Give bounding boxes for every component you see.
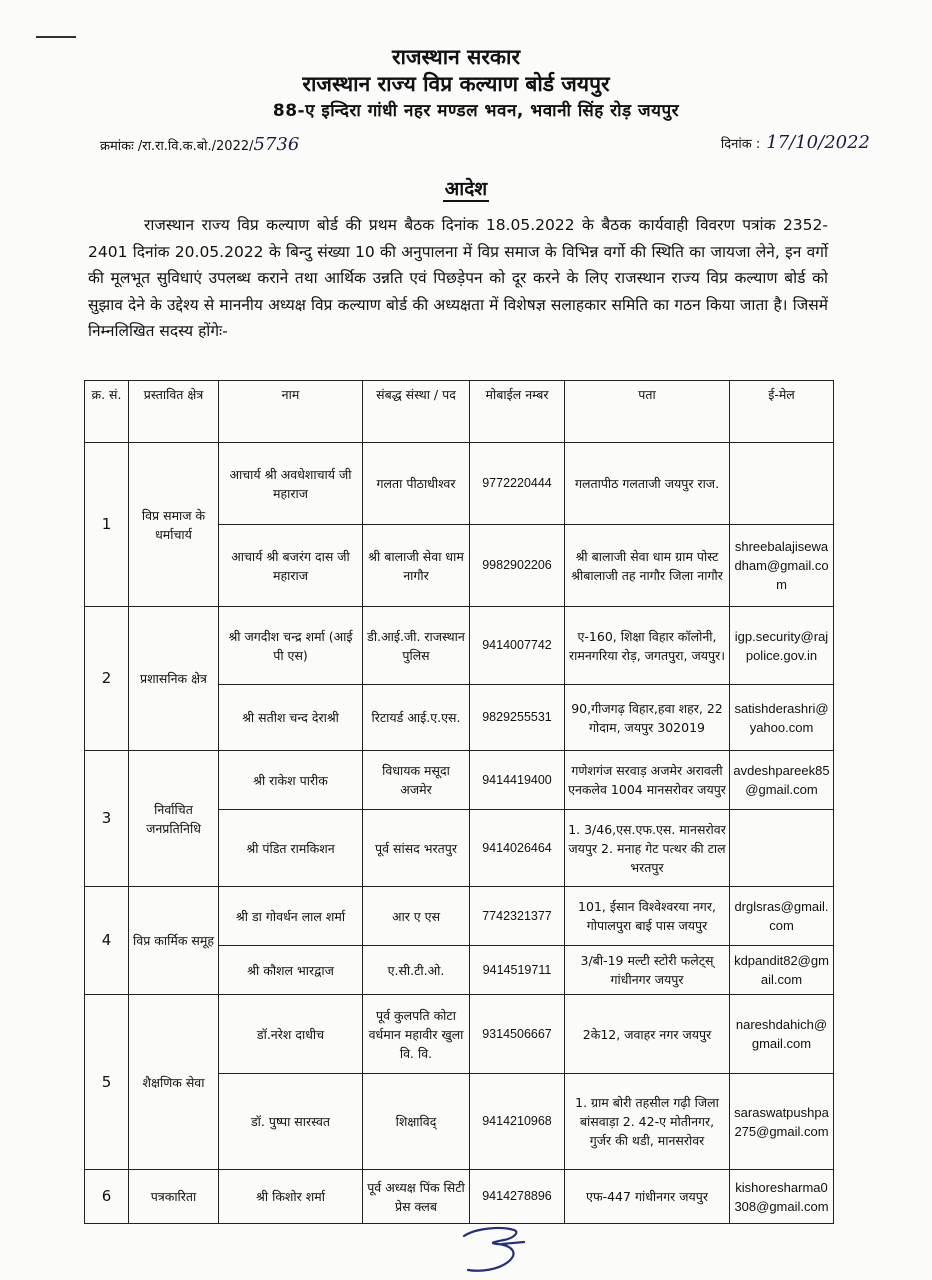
member-address: 2के12, जवाहर नगर जयपुर (565, 995, 730, 1074)
member-email: shreebalajisewadham@gmail.com (730, 525, 834, 607)
member-mobile: 9414419400 (470, 751, 565, 810)
member-mobile: 9414026464 (470, 810, 565, 887)
member-post: पूर्व सांसद भरतपुर (363, 810, 470, 887)
member-email: nareshdahich@gmail.com (730, 995, 834, 1074)
member-name: श्री सतीश चन्द देराश्री (219, 685, 363, 751)
member-address: गलतापीठ गलताजी जयपुर राज. (565, 443, 730, 525)
member-mobile: 9982902206 (470, 525, 565, 607)
row-area: विप्र कार्मिक समूह (129, 887, 219, 995)
date-value: 17/10/2022 (766, 132, 870, 153)
row-sno: 3 (85, 751, 129, 887)
table-row (85, 1170, 834, 1224)
committee-table (84, 380, 834, 1224)
member-email: igp.security@rajpolice.gov.in (730, 607, 834, 685)
header-sno: क्र. सं. (85, 381, 129, 443)
row-area: प्रशासनिक क्षेत्र (129, 607, 219, 751)
reference-handwritten-number: 5736 (253, 134, 300, 155)
reference-number (100, 134, 299, 155)
member-name: श्री डा गोवर्धन लाल शर्मा (219, 887, 363, 946)
member-post: श्री बालाजी सेवा धाम नागौर (363, 525, 470, 607)
row-area: निर्वाचित जनप्रतिनिधि (129, 751, 219, 887)
member-address: श्री बालाजी सेवा धाम ग्राम पोस्ट श्रीबालाजी तह नागौर जिला नागौर (565, 525, 730, 607)
member-name: श्री पंडित रामकिशन (219, 810, 363, 887)
member-name: श्री किशोर शर्मा (219, 1170, 363, 1224)
member-mobile: 7742321377 (470, 887, 565, 946)
member-email: avdeshpareek85@gmail.com (730, 751, 834, 810)
member-post: डी.आई.जी. राजस्थान पुलिस (363, 607, 470, 685)
member-name: डॉ.नरेश दाधीच (219, 995, 363, 1074)
margin-mark (36, 36, 76, 38)
order-title: आदेश (444, 178, 488, 200)
header-post: संबद्ध संस्था / पद (363, 381, 470, 443)
member-mobile: 9414278896 (470, 1170, 565, 1224)
member-name: आचार्य श्री बजरंग दास जी महाराज (219, 525, 363, 607)
member-address: 3/बी-19 मल्टी स्टोरी फलेट्स् गांधीनगर जयपुर (565, 946, 730, 995)
member-post: शिक्षाविद् (363, 1074, 470, 1170)
reference-label: क्रमांकः /रा.रा.वि.क.बो./2022/ (100, 139, 254, 154)
member-email (730, 810, 834, 887)
table-row (85, 887, 834, 946)
member-mobile: 9414210968 (470, 1074, 565, 1170)
letterhead-address: 88-ए इन्दिरा गांधी नहर मण्डल भवन, भवानी सिंह रोड़ जयपुर (272, 101, 680, 121)
member-mobile: 9829255531 (470, 685, 565, 751)
member-email: saraswatpushpa275@gmail.com (730, 1074, 834, 1170)
member-name: आचार्य श्री अवधेशाचार्य जी महाराज (219, 443, 363, 525)
table-row (85, 607, 834, 685)
member-post: आर ए एस (363, 887, 470, 946)
member-name: श्री कौशल भारद्वाज (219, 946, 363, 995)
member-address: 101, ईसान विश्वेश्वरया नगर, गोपालपुरा बाई पास जयपुर (565, 887, 730, 946)
row-sno: 5 (85, 995, 129, 1170)
member-name: श्री राकेश पारीक (219, 751, 363, 810)
member-mobile: 9414007742 (470, 607, 565, 685)
row-sno: 1 (85, 443, 129, 607)
member-name: श्री जगदीश चन्द्र शर्मा (आई पी एस) (219, 607, 363, 685)
member-email (730, 443, 834, 525)
header-mobile: मोबाईल नम्बर (470, 381, 565, 443)
header-name: नाम (219, 381, 363, 443)
row-sno: 4 (85, 887, 129, 995)
member-name: डॉ. पुष्पा सारस्वत (219, 1074, 363, 1170)
member-post: पूर्व अध्यक्ष पिंक सिटी प्रेस क्लब (363, 1170, 470, 1224)
member-mobile: 9414519711 (470, 946, 565, 995)
row-sno: 6 (85, 1170, 129, 1224)
table-row (85, 995, 834, 1074)
member-post: गलता पीठाधीश्वर (363, 443, 470, 525)
member-email: satishderashri@yahoo.com (730, 685, 834, 751)
row-area: पत्रकारिता (129, 1170, 219, 1224)
member-post: पूर्व कुलपति कोटा वर्धमान महावीर खुला वि. वि. (363, 995, 470, 1074)
letterhead-government: राजस्थान सरकार (391, 45, 521, 69)
member-mobile: 9772220444 (470, 443, 565, 525)
member-address: ए-160, शिक्षा विहार कॉलोनी, रामनगरिया रोड़, जगतपुरा, जयपुर। (565, 607, 730, 685)
table-header-row (85, 381, 834, 443)
table-row (85, 443, 834, 525)
row-area: शैक्षणिक सेवा (129, 995, 219, 1170)
letterhead (0, 44, 932, 124)
member-address: 1. ग्राम बोरी तहसील गढ़ी जिला बांसवाड़ा 2. 42-ए मोतीनगर, गुर्जर की थडी, मानसरोवर (565, 1074, 730, 1170)
row-sno: 2 (85, 607, 129, 751)
member-address: 1. 3/46,एस.एफ.एस. मानसरोवर जयपुर 2. मनाह गेट पत्थर की टाल भरतपुर (565, 810, 730, 887)
row-area: विप्र समाज के धर्माचार्य (129, 443, 219, 607)
member-address: 90,गीजगढ़ विहार,हवा शहर, 22 गोदाम, जयपुर 302019 (565, 685, 730, 751)
member-mobile: 9314506667 (470, 995, 565, 1074)
header-address: पता (565, 381, 730, 443)
reference-row (100, 132, 870, 158)
table-row (85, 751, 834, 810)
letterhead-board: राजस्थान राज्य विप्र कल्याण बोर्ड जयपुर (302, 72, 610, 96)
signature-initial (458, 1222, 528, 1277)
member-address: एफ-447 गांधीनगर जयपुर (565, 1170, 730, 1224)
header-area: प्रस्तावित क्षेत्र (129, 381, 219, 443)
member-post: विधायक मसूदा अजमेर (363, 751, 470, 810)
member-post: ए.सी.टी.ओ. (363, 946, 470, 995)
member-address: गणेशगंज सरवाड़ अजमेर अरावली एनकलेव 1004 मानसरोवर जयपुर (565, 751, 730, 810)
header-email: ई-मेल (730, 381, 834, 443)
member-email: kishoresharma0308@gmail.com (730, 1170, 834, 1224)
date-label: दिनांक : (720, 137, 761, 152)
member-post: रिटायर्ड आई.ए.एस. (363, 685, 470, 751)
member-email: kdpandit82@gmail.com (730, 946, 834, 995)
date-block (721, 132, 870, 153)
member-email: drglsras@gmail.com (730, 887, 834, 946)
order-body: राजस्थान राज्य विप्र कल्याण बोर्ड की प्रथम बैठक दिनांक 18.05.2022 के बैठक कार्यवाही विवरण पत्रांक 2352-2401 दिनांक 20.05.2022 के बिन्दु संख्या 10 की अनुपालना में विप्र समाज के विभिन्न वर्गो की स्थिति का जायजा लेने, इन वर्गो की मूलभूत सुविधाएं उपलब्ध कराने तथा आर्थिक उन्नति एवं पिछड़ेपन को दूर करने के लिए राजस्थान राज्य विप्र कल्याण बोर्ड को सुझाव देने के उद्देश्य से माननीय अध्यक्ष विप्र कल्याण बोर्ड की अध्यक्षता में विशेषज्ञ सलाहकार समिति का गठन किया जाता है। जिसमें निम्नलिखित सदस्य होंगेः- (88, 216, 828, 340)
